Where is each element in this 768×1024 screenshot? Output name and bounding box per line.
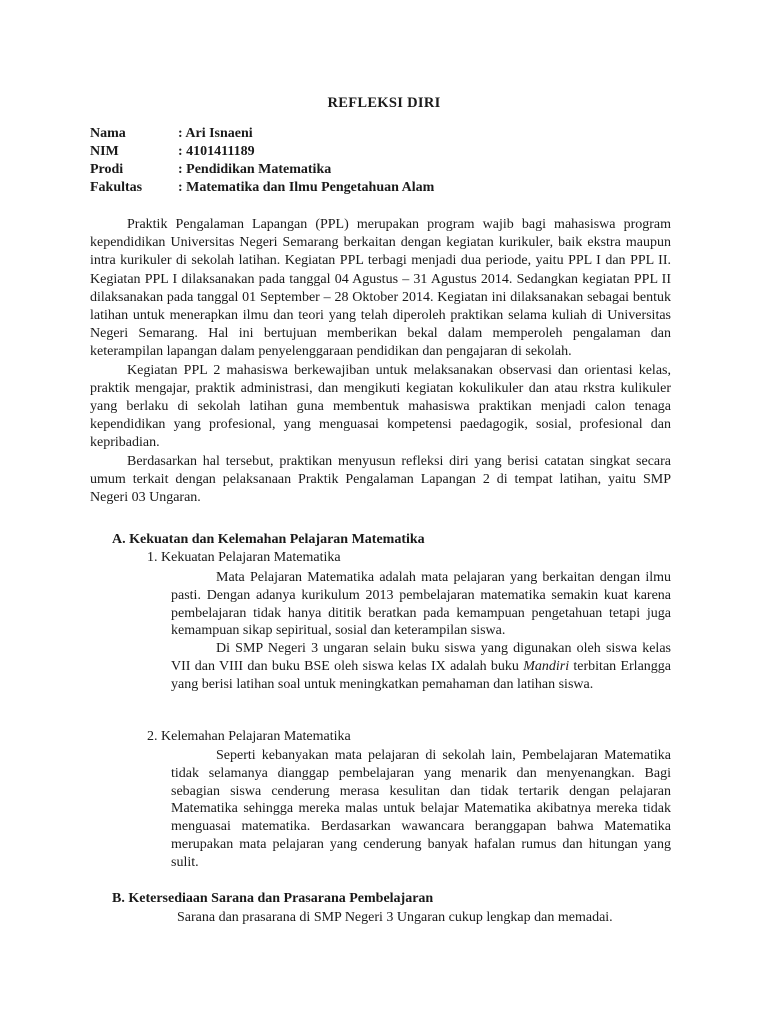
item2-paragraph: Seperti kebanyakan mata pelajaran di sekolah lain, Pembelajaran Matematika tidak selamanya dianggap pembelajaran yang menarik dan menyenangkan. Bagi sebagian siswa cenderung merasa kesulitan dan tidak tertarik dengan pelajaran Matematika sehingga mereka malas untuk belajar Matematika akibatnya mereka tidak menguasai matematika. Berdasarkan wawancara beranggapan bahwa Matematika merupakan mata pelajaran yang cenderung banyak hafalan rumus dan hitungan yang sulit. <box>171 748 671 870</box>
item1-para2-text-end: terbitan Erlangga yang berisi latihan soal untuk meningkatkan pemahaman dan latihan siswa. <box>171 658 671 692</box>
section-b-heading: B. Ketersediaan Sarana dan Prasarana Pembelajaran <box>112 891 434 906</box>
identity-label: NIM <box>90 144 119 159</box>
section-a-heading: A. Kekuatan dan Kelemahan Pelajaran Matematika <box>112 532 425 547</box>
item1-paragraph-2 <box>171 640 671 693</box>
intro-paragraph: Kegiatan PPL 2 mahasiswa berkewajiban untuk melaksanakan observasi dan orientasi kelas, praktik mengajar, praktik administrasi, dan mengikuti kegiatan kokulikuler dan atau rkstra kulikuler yang berlaku di sekolah latihan guna membentuk mahasiswa praktikan menjadi calon tenaga kependidikan yang profesional, yang menguasai kompetensi paedagogik, sosial, profesional dan kepribadian. <box>90 362 671 451</box>
identity-block <box>90 125 434 197</box>
identity-value: : Pendidikan Matematika <box>178 162 332 177</box>
item1-body <box>171 569 671 694</box>
item1-label: 1. Kekuatan Pelajaran Matematika <box>147 550 341 565</box>
identity-row-nim <box>90 143 434 161</box>
identity-row-prodi <box>90 161 434 179</box>
identity-label: Nama <box>90 126 126 141</box>
identity-row-fakultas <box>90 179 434 197</box>
item2-body <box>171 747 671 872</box>
identity-label: Prodi <box>90 162 124 177</box>
identity-value: : 4101411189 <box>178 144 255 159</box>
intro-section <box>90 216 671 507</box>
intro-paragraph: Praktik Pengalaman Lapangan (PPL) merupakan program wajib bagi mahasiswa program kependidikan Universitas Negeri Semarang berkaitan dengan kegiatan kurikuler, baik ekstra maupun intra kurikuler di sekolah latihan. Kegiatan PPL terbagi menjadi dua periode, yaitu PPL I dan PPL II. Kegiatan PPL I dilaksanakan pada tanggal 04 Agustus – 31 Agustus 2014. Sedangkan kegiatan PPL II dilaksanakan pada tanggal 01 September – 28 Oktober 2014. Kegiatan ini dilaksanakan sebagai bentuk latihan untuk menerapkan ilmu dan teori yang telah diperoleh praktikan selama kuliah di Universitas Negeri Semarang. Hal ini bertujuan memberikan bekal dalam memperoleh pengalaman dan keterampilan lapangan dalam penyelenggaraan pendidikan dan pengajaran di sekolah. <box>90 217 671 360</box>
book-title-italic: Mandiri <box>523 658 570 674</box>
identity-row-nama <box>90 125 434 143</box>
identity-value: : Matematika dan Ilmu Pengetahuan Alam <box>178 180 435 195</box>
item1-para2-text: Di SMP Negeri 3 ungaran selain buku siswa yang digunakan oleh siswa kelas VII dan VIII dan buku BSE oleh siswa kelas IX adalah buku <box>171 641 671 674</box>
section-b-paragraph: Sarana dan prasarana di SMP Negeri 3 Ungaran cukup lengkap dan memadai. <box>177 910 613 925</box>
intro-paragraph: Berdasarkan hal tersebut, praktikan menyusun refleksi diri yang berisi catatan singkat secara umum terkait dengan pelaksanaan Praktik Pengalaman Lapangan 2 di tempat latihan, yaitu SMP Negeri 03 Ungaran. <box>90 453 671 506</box>
identity-label: Fakultas <box>90 180 143 195</box>
identity-value: : Ari Isnaeni <box>178 126 253 141</box>
item1-paragraph: Mata Pelajaran Matematika adalah mata pelajaran yang berkaitan dengan ilmu pasti. Dengan adanya kurikulum 2013 pembelajaran matematika semakin kuat karena pembelajaran tidak hanya dititik beratkan pada kemampuan pengetahuan tetapi juga kemampuan sikap sepiritual, sosial dan keterampilan siswa. <box>171 570 671 639</box>
item2-label: 2. Kelemahan Pelajaran Matematika <box>147 729 351 744</box>
section-b-body <box>177 909 671 927</box>
page-title: REFLEKSI DIRI <box>327 95 441 111</box>
